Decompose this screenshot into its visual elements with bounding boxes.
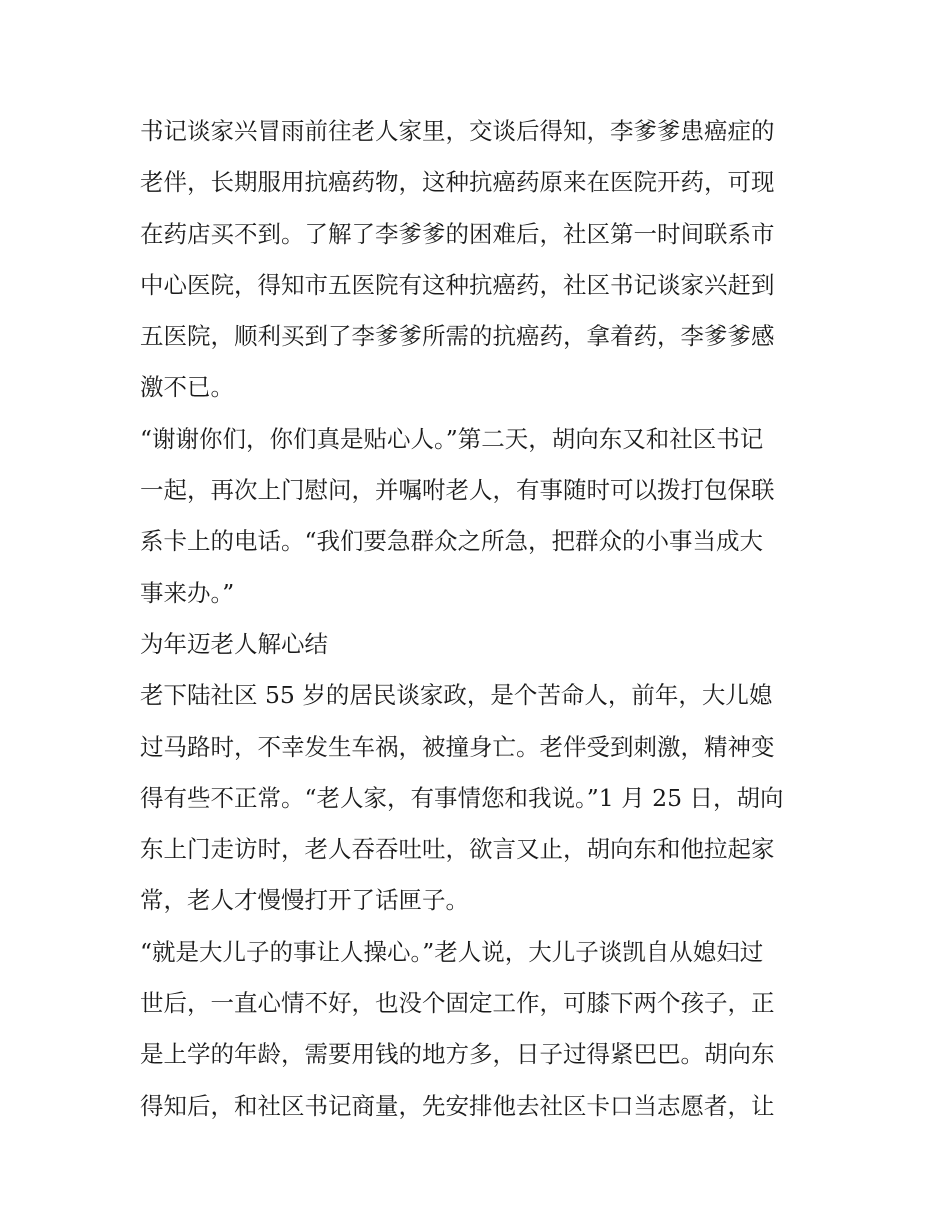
- paragraph-resident-story: [140, 670, 820, 926]
- text-line: 书记谈家兴冒雨前往老人家里，交谈后得知，李爹爹患癌症的: [140, 117, 775, 145]
- text-line: “就是大儿子的事让人操心。”老人说，大儿子谈凯自从媳妇过: [140, 937, 764, 966]
- text-line: 得知后，和社区书记商量，先安排他去社区卡口当志愿者，让: [140, 1091, 775, 1120]
- text-line: 老下陆社区 55 岁的居民谈家政，是个苦命人，前年，大儿媳: [140, 681, 773, 710]
- section-subheading: [140, 619, 820, 670]
- text-line: 得有些不正常。“老人家，有事情您和我说。”1 月 25 日，胡向: [140, 783, 784, 812]
- text-line: 过马路时，不幸发生车祸，被撞身亡。老伴受到刺激，精神变: [140, 732, 775, 761]
- text-line: 东上门走访时，老人吞吞吐吐，欲言又止，胡向东和他拉起家: [140, 835, 775, 864]
- article-body: [140, 106, 820, 1132]
- text-line: 常，老人才慢慢打开了话匣子。: [140, 886, 469, 915]
- text-line: 在药店买不到。了解了李爹爹的困难后，社区第一时间联系市: [140, 219, 775, 248]
- text-line: 老伴，长期服用抗癌药物，这种抗癌药原来在医院开药，可现: [140, 168, 775, 197]
- text-line: “谢谢你们，你们真是贴心人。”第二天，胡向东又和社区书记: [140, 424, 764, 453]
- text-line: 系卡上的电话。“我们要急群众之所急，把群众的小事当成大: [140, 527, 764, 556]
- paragraph-elderly-medicine: [140, 106, 820, 414]
- text-line: 是上学的年龄，需要用钱的地方多，日子过得紧巴巴。胡向东: [140, 1040, 775, 1069]
- text-line: 五医院，顺利买到了李爹爹所需的抗癌药，拿着药，李爹爹感: [140, 322, 775, 351]
- text-line: 中心医院，得知市五医院有这种抗癌药，社区书记谈家兴赶到: [140, 270, 775, 299]
- paragraph-thanks-quote: [140, 414, 820, 619]
- subheading-text: 为年迈老人解心结: [140, 629, 328, 658]
- text-line: 一起，再次上门慰问，并嘱咐老人，有事随时可以拨打包保联: [140, 476, 775, 505]
- text-line: 激不已。: [140, 373, 234, 402]
- paragraph-son-worry: [140, 927, 820, 1132]
- text-line: 世后，一直心情不好，也没个固定工作，可膝下两个孩子，正: [140, 989, 775, 1018]
- text-line: 事来办。”: [140, 578, 235, 607]
